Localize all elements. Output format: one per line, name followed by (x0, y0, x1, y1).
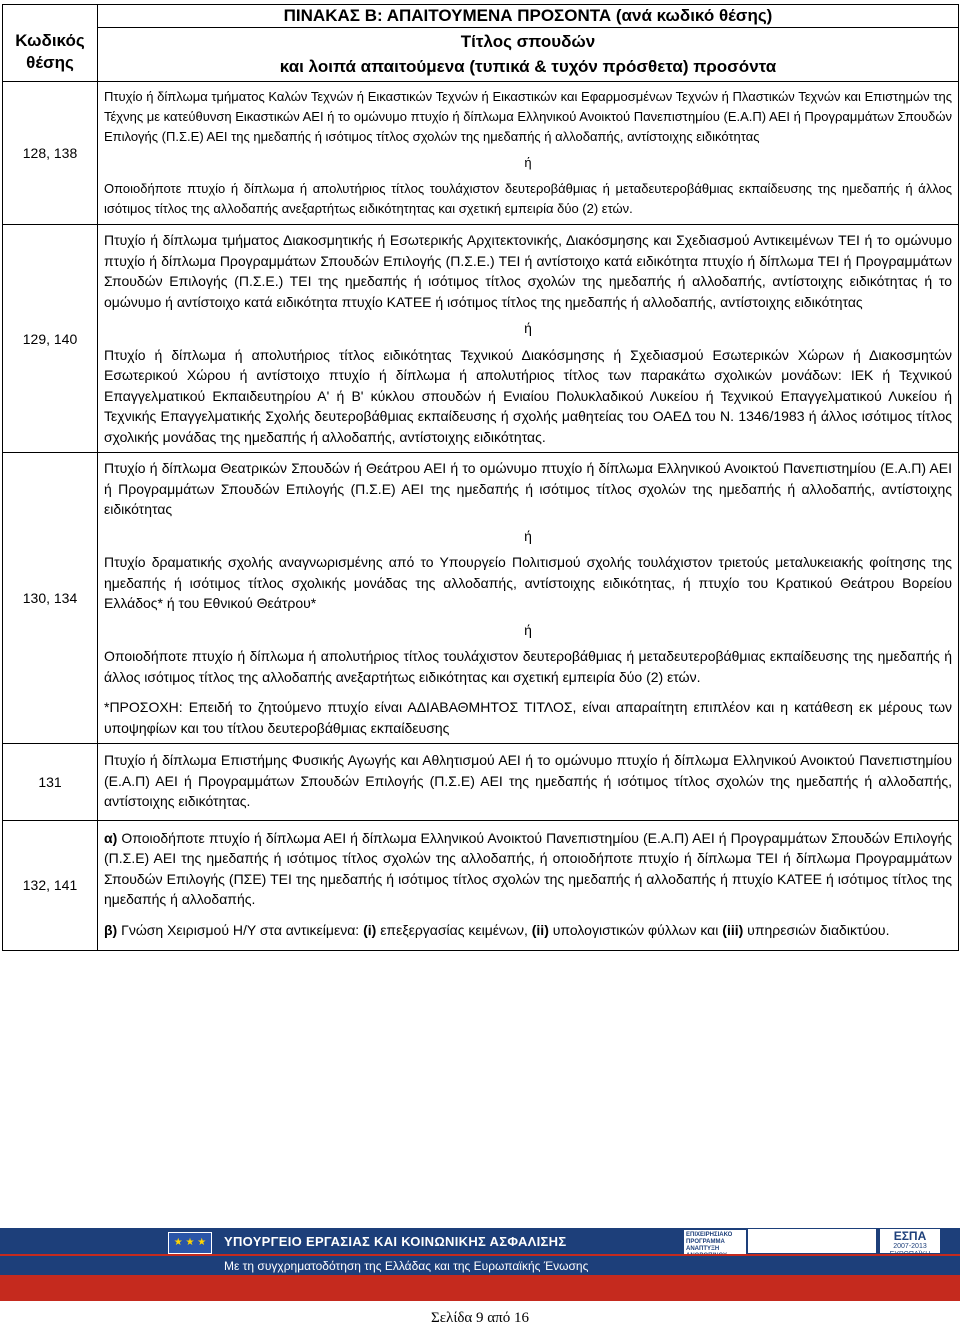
qualification-b: β) Γνώση Χειρισμού Η/Υ στα αντικείμενα: (i) επεξεργασίας κειμένων, (ii) υπολογιστικών φύλλων και (iii) υπηρεσιών διαδικτύου. (104, 921, 890, 938)
qualification-text: Οποιοδήποτε πτυχίο ή δίπλωμα ή απολυτήριος τίτλος τουλάχιστον δευτεροβάθμιας ή μεταδευτεροβάθμιας εκπαίδευσης της ημεδαπής ή άλλος ισότιμος τίτλος της αλλοδαπής ανεξαρτήτως ειδικότητας και σχετική εμπειρία δύο (2) ετών. (104, 648, 952, 685)
cofunding-text: Με τη συγχρηματοδότηση της Ελλάδας και της Ευρωπαϊκής Ένωσης (224, 1258, 589, 1273)
table-row (3, 82, 959, 225)
position-code: 130, 134 (3, 453, 98, 744)
table-title-row (3, 5, 959, 28)
espa-logo: ΕΣΠΑ 2007-2013 (880, 1229, 940, 1253)
qualification-text: Πτυχίο ή δίπλωμα τμήματος Καλών Τεχνών ή Εικαστικών Τεχνών ή Εικαστικών και Εφαρμοσμένων Τεχνών ή Πλαστικών Τεχνών και Επιστημών της Τέχνης με κατεύθυνση Εικαστικών ΑΕΙ ή το ομώνυμο πτυχίο ή δίπλωμα Ελληνικού Ανοικτού Πανεπιστημίου (Ε.Α.Π) ΑΕΙ ή Προγραμμάτων Σπουδών Επιλογής (Π.Σ.Ε) ΑΕΙ της ημεδαπής ή ισότιμος τίτλος σχολών της ημεδαπής ή αλλοδαπής, αντίστοιχης ειδικότητας (104, 89, 952, 144)
position-code: 129, 140 (3, 225, 98, 453)
qualifications (98, 821, 958, 951)
qualification-text: Πτυχίο ή δίπλωμα ή απολυτήριος τίτλος ειδικότητας Τεχνικού Διακόσμησης ή Σχεδιασμού Εσωτερικών Χώρων ή Διακοσμητών Εσωτερικού Χώρου ή αντίστοιχο πτυχίο ή δίπλωμα ή απολυτήριος τίτλος των παρακάτω σχολικών μονάδων: ΙΕΚ ή Τεχνικού Επαγγελματικού Εκπαιδευτηρίου Α' ή Β' κύκλου σπουδών ή Ενιαίου Πολυκλαδικού Λυκείου ή Τεχνικού Επαγγελματικού Λυκείου ή Τεχνικής Επαγγελματικής Σχολής δευτεροβάθμιας εκπαίδευσης ή σχολής μαθητείας του ΟΑΕΔ του Ν. 1346/1983 ή άλλος ισότιμος τίτλος σχολικής μονάδας της ημεδαπής ή αλλοδαπής, αντίστοιχης ειδικότητας. (104, 346, 952, 445)
position-code: 128, 138 (3, 82, 98, 225)
requirements-table (2, 4, 959, 951)
programme-logo: ΕΠΙΧΕΙΡΗΣΙΑΚΟ ΠΡΟΓΡΑΜΜΑ ΑΝΑΠΤΥΞΗ (683, 1229, 747, 1255)
qualifications (98, 225, 958, 452)
qualifications (98, 453, 958, 743)
col2-header: Τίτλος σπουδών και λοιπά απαιτούμενα (τυπικά & τυχόν πρόσθετα) προσόντα (98, 28, 959, 82)
qualifications (98, 744, 958, 820)
footer-banner (0, 1228, 960, 1301)
qualifications (98, 82, 958, 224)
document-page (2, 4, 956, 951)
qualification-text: Οποιοδήποτε πτυχίο ή δίπλωμα ή απολυτήριος τίτλος τουλάχιστον δευτεροβάθμιας ή μεταδευτεροβάθμιας εκπαίδευσης της ημεδαπής ή άλλος ισότιμος τίτλος της αλλοδαπής ανεξαρτήτως ειδικότητητας και σχετική εμπειρία δύο (2) ετών. (104, 181, 952, 216)
table-row (3, 820, 959, 951)
position-code: 131 (3, 744, 98, 821)
eu-flag-icon: ★ ★ ★ (168, 1232, 212, 1254)
qualification-text: Πτυχίο δραματικής σχολής αναγνωρισμένης από το Υπουργείο Πολιτισμού σχολής τουλάχιστον τριετούς μεταλυκειακής φοίτησης της ημεδαπής ή ισότιμος τίτλος σχολικής μονάδας της αλλοδαπής, αντίστοιχης ειδικότητας, ή πτυχίο του Κρατικού Θεάτρου Βορείου Ελλάδος* ή του Εθνικού Θεάτρου* (104, 554, 952, 611)
table-row (3, 225, 959, 453)
table-header-row (3, 28, 959, 82)
col1-header: Κωδικός θέσης (3, 28, 98, 82)
position-code: 132, 141 (3, 820, 98, 951)
table-row (3, 453, 959, 744)
attention-note: *ΠΡΟΣΟΧΗ: Επειδή το ζητούμενο πτυχίο είναι ΑΔΙΑΒΑΘΜΗΤΟΣ ΤΙΤΛΟΣ, είναι απαραίτητη επιπλέον και η κατάθεση εκ μέρους των υποψηφίων και του τίτλου δευτεροβάθμιας εκπαίδευσης (104, 699, 952, 736)
programme-logo-detail (748, 1229, 876, 1253)
or-separator: ή (524, 155, 532, 170)
table-title: ΠΙΝΑΚΑΣ Β: ΑΠΑΙΤΟΥΜΕΝΑ ΠΡΟΣΟΝΤΑ (ανά κωδικό θέσης) (98, 5, 959, 28)
or-separator: ή (524, 320, 532, 336)
cofunding-strip (0, 1256, 960, 1275)
page-number: Σελίδα 9 από 16 (431, 1310, 529, 1326)
or-separator: ή (524, 527, 532, 544)
table-row (3, 744, 959, 821)
qualification-a: α) Οποιοδήποτε πτυχίο ή δίπλωμα ΑΕΙ ή δίπλωμα Ελληνικού Ανοικτού Πανεπιστημίου (Ε.Α.Π) ΑΕΙ ή Προγραμμάτων Σπουδών Επιλογής (Π.Σ.Ε) ΑΕΙ της ημεδαπής ή ισότιμος τίτλος σχολών της αλλοδαπής, ή οποιοδήποτε πτυχίο ή δίπλωμα ΤΕΙ ή δίπλωμα Προγραμμάτων Σπουδών Επιλογής (ΠΣΕ) ΤΕΙ της ημεδαπής ή ισότιμος τίτλος σχολών της ημεδαπής ή αλλοδαπής ή πτυχίο ΚΑΤΕΕ ή ισότιμος τίτλος της ημεδαπής ή αλλοδαπής. (104, 829, 952, 907)
qualification-text: Πτυχίο ή δίπλωμα Επιστήμης Φυσικής Αγωγής και Αθλητισμού ΑΕΙ ή το ομώνυμο πτυχίο ή δίπλωμα Ελληνικού Ανοικτού Πανεπιστημίου (Ε.Α.Π) ΑΕΙ ή Προγραμμάτων Σπουδών Επιλογής (Π.Σ.Ε) ΑΕΙ της ημεδαπής ή ισότιμος τίτλος σχολών της ημεδαπής ή αλλοδαπής, αντίστοιχης ειδικότητας. (104, 752, 952, 809)
qualification-text: Πτυχίο ή δίπλωμα τμήματος Διακοσμητικής ή Εσωτερικής Αρχιτεκτονικής, Διακόσμησης και Σχεδιασμού Αντικειμένων ΤΕΙ ή το ομώνυμο πτυχίο ή δίπλωμα Προγραμμάτων Σπουδών Επιλογής (Π.Σ.Ε.) ΤΕΙ ή αντίστοιχο κατά ειδικότητα πτυχίο ή δίπλωμα ΤΕΙ ή Προγραμμάτων Σπουδών Επιλογής (Π.Σ.Ε.) ΤΕΙ της ημεδαπής ή ισότιμος τίτλος σχολών της ημεδαπής ή αλλοδαπής, αντίστοιχης ειδικότητας ή το ομώνυμο ή αντίστοιχο κατά ειδικότητα πτυχίο ΚΑΤΕΕ ή ισότιμος τίτλος της ημεδαπής ή αλλοδαπής, αντίστοιχης ειδικότητας (104, 232, 952, 310)
or-separator: ή (524, 621, 532, 638)
qualification-text: Πτυχίο ή δίπλωμα Θεατρικών Σπουδών ή Θεάτρου ΑΕΙ ή το ομώνυμο πτυχίο ή δίπλωμα Ελληνικού Ανοικτού Πανεπιστημίου (Ε.Α.Π) ΑΕΙ ή Προγραμμάτων Σπουδών Επιλογής (Π.Σ.Ε) ΑΕΙ της ημεδαπής ή ισότιμος τίτλος σχολών της ημεδαπής ή αλλοδαπής, αντίστοιχης ειδικότητας (104, 460, 952, 517)
ministry-name: ΥΠΟΥΡΓΕΙΟ ΕΡΓΑΣΙΑΣ ΚΑΙ ΚΟΙΝΩΝΙΚΗΣ ΑΣΦΑΛΙΣΗΣ (224, 1233, 567, 1249)
